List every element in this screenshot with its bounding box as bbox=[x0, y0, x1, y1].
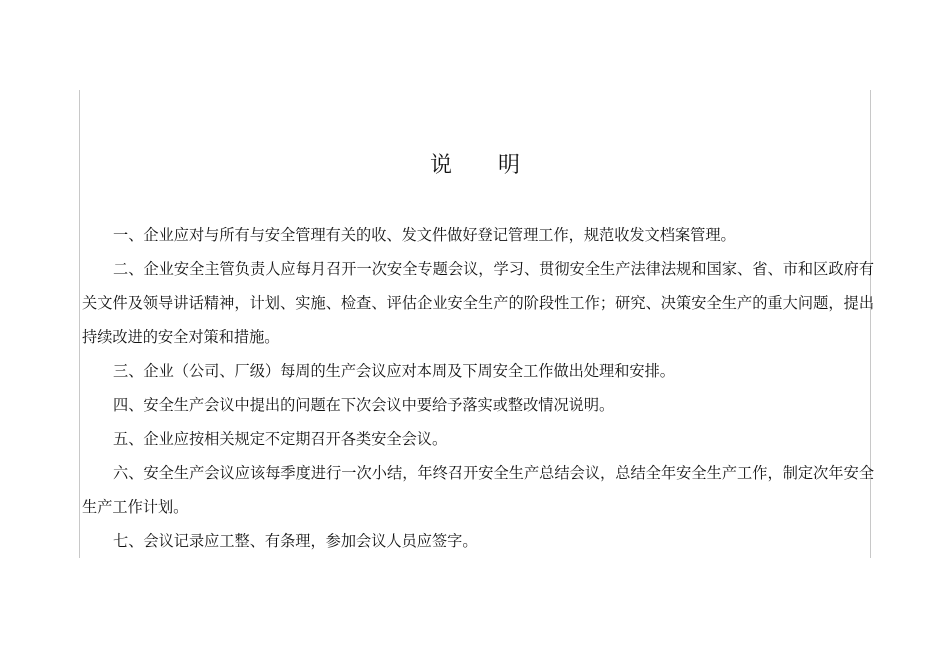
paragraph-2: 二、企业安全主管负责人应每月召开一次安全专题会议，学习、贯彻安全生产法律法规和国家、省、市和区政府有关文件及领导讲话精神，计划、实施、检查、评估企业安全生产的阶段性工作；研究、决策安全生产的重大问题，提出持续改进的安全对策和措施。 bbox=[82, 260, 874, 346]
paragraph-4: 四、安全生产会议中提出的问题在下次会议中要给予落实或整改情况说明。 bbox=[113, 396, 615, 414]
title-char-2: 明 bbox=[498, 153, 521, 178]
paragraph-6: 六、安全生产会议应该每季度进行一次小结，年终召开安全生产总结会议，总结全年安全生产工作，制定次年安全生产工作计划。 bbox=[82, 464, 874, 516]
paragraph-1: 一、企业应对与所有与安全管理有关的收、发文件做好登记管理工作，规范收发文档案管理。 bbox=[113, 226, 736, 244]
paragraph-7: 七、会议记录应工整、有条理，参加会议人员应签字。 bbox=[113, 532, 478, 550]
page-title bbox=[0, 150, 950, 182]
paragraph-5: 五、企业应按相关规定不定期召开各类安全会议。 bbox=[113, 430, 448, 448]
document-body bbox=[82, 218, 874, 558]
paragraph-3: 三、企业（公司、厂级）每周的生产会议应对本周及下周安全工作做出处理和安排。 bbox=[113, 362, 675, 380]
title-char-1: 说 bbox=[429, 153, 452, 178]
